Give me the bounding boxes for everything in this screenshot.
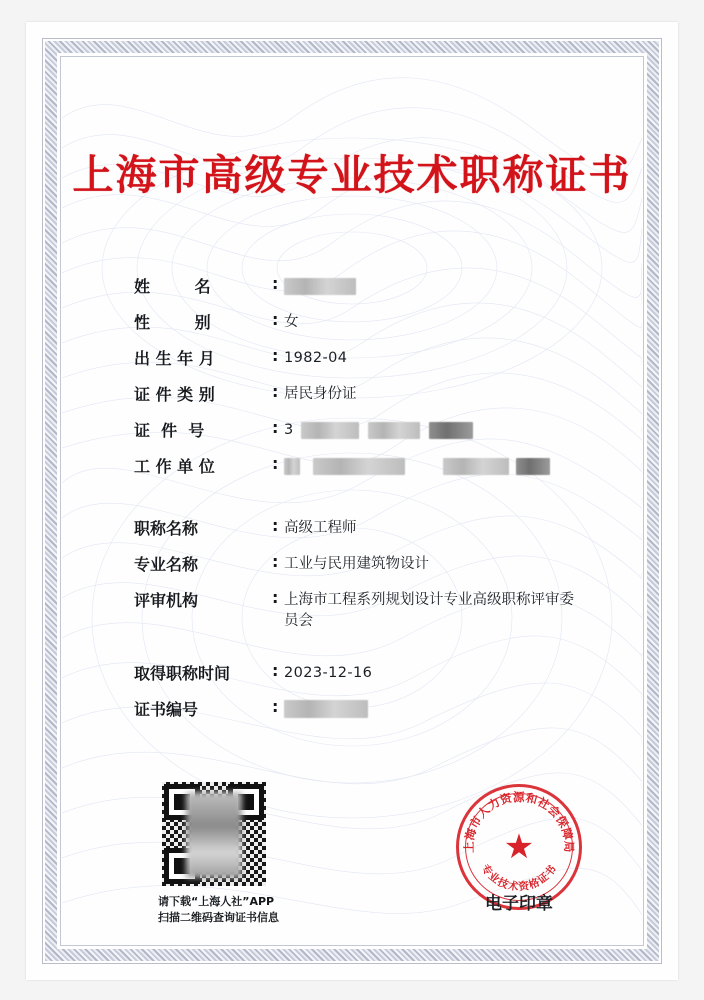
- field-row-title-name: [134, 516, 618, 539]
- field-value-specialty-name: 工业与民用建筑物设计: [284, 556, 429, 572]
- field-row-gender: [134, 310, 618, 333]
- redaction-block: [429, 422, 473, 439]
- redaction-block: [368, 422, 420, 439]
- redaction-block: [516, 458, 550, 475]
- field-row-name: [134, 274, 618, 297]
- field-value-gender: 女: [284, 314, 299, 330]
- official-seal: 上海市人力资源和社会保障局 专业技术资格证书 ★ 电子印章: [456, 784, 582, 910]
- field-colon: :: [272, 418, 279, 437]
- field-value-name: [284, 274, 618, 297]
- field-label-specialty-name: 专业名称: [134, 555, 199, 574]
- field-row-id-type: [134, 382, 618, 405]
- field-colon: :: [272, 661, 279, 680]
- certificate-content: [26, 22, 678, 980]
- field-row-award-date: [134, 661, 618, 684]
- field-group-divider: [134, 645, 618, 661]
- qr-caption-line-2: 扫描二维码查询证书信息: [158, 911, 279, 924]
- field-list: [134, 274, 618, 733]
- field-value-review-body: 上海市工程系列规划设计专业高级职称评审委员会: [284, 592, 574, 629]
- field-colon: :: [272, 346, 279, 365]
- field-value-award-date: 2023-12-16: [284, 665, 373, 681]
- field-value-title-name: 高级工程师: [284, 520, 357, 536]
- page-title: 上海市高级专业技术职称证书: [72, 151, 632, 199]
- field-colon: :: [272, 274, 279, 293]
- redaction-block: [284, 278, 356, 295]
- field-row-birth-date: [134, 346, 618, 369]
- field-colon: :: [272, 454, 279, 473]
- seal-arc-bottom-text: 专业技术资格证书: [478, 862, 560, 894]
- seal-label: 电子印章: [485, 894, 553, 914]
- qr-caption: [158, 894, 348, 926]
- field-label-name: 姓 名: [134, 277, 211, 296]
- field-row-id-number: [134, 418, 618, 441]
- redaction-block: [443, 458, 509, 475]
- field-colon: :: [272, 588, 279, 607]
- field-group-divider: [134, 490, 618, 516]
- field-row-review-body: [134, 588, 618, 632]
- field-label-id-type: 证 件 类 别: [134, 385, 215, 404]
- field-value-id-type: 居民身份证: [284, 386, 357, 402]
- field-colon: :: [272, 697, 279, 716]
- qr-caption-line-1: 请下载“上海人社”APP: [158, 895, 275, 908]
- field-label-review-body: 评审机构: [134, 591, 199, 610]
- field-value-birth-date: 1982-04: [284, 350, 348, 366]
- certificate-sheet: [26, 22, 678, 980]
- field-colon: :: [272, 552, 279, 571]
- field-row-specialty-name: [134, 552, 618, 575]
- qr-code-icon[interactable]: [162, 782, 266, 886]
- field-colon: :: [272, 382, 279, 401]
- field-colon: :: [272, 516, 279, 535]
- redaction-block: [186, 792, 242, 878]
- field-value-employer: [284, 454, 618, 477]
- field-row-certificate-number: [134, 697, 618, 720]
- field-label-employer: 工 作 单 位: [134, 457, 215, 476]
- redaction-block: [313, 458, 405, 475]
- field-label-award-date: 取得职称时间: [134, 664, 231, 683]
- redaction-block: [301, 422, 359, 439]
- redaction-block: [284, 458, 300, 475]
- field-label-certificate-number: 证书编号: [134, 700, 199, 719]
- field-value-id-number: [284, 418, 618, 441]
- field-value-certificate-number: [284, 697, 618, 720]
- redaction-block: [284, 700, 368, 718]
- field-label-birth-date: 出 生 年 月: [134, 349, 215, 368]
- field-colon: :: [272, 310, 279, 329]
- seal-arc-top-text: 上海市人力资源和社会保障局: [461, 790, 577, 853]
- field-label-gender: 性 别: [134, 313, 211, 332]
- field-row-employer: [134, 454, 618, 477]
- field-label-title-name: 职称名称: [134, 519, 199, 538]
- field-label-id-number: 证 件 号: [134, 421, 205, 440]
- field-value-id-number-text: 3: [284, 422, 294, 438]
